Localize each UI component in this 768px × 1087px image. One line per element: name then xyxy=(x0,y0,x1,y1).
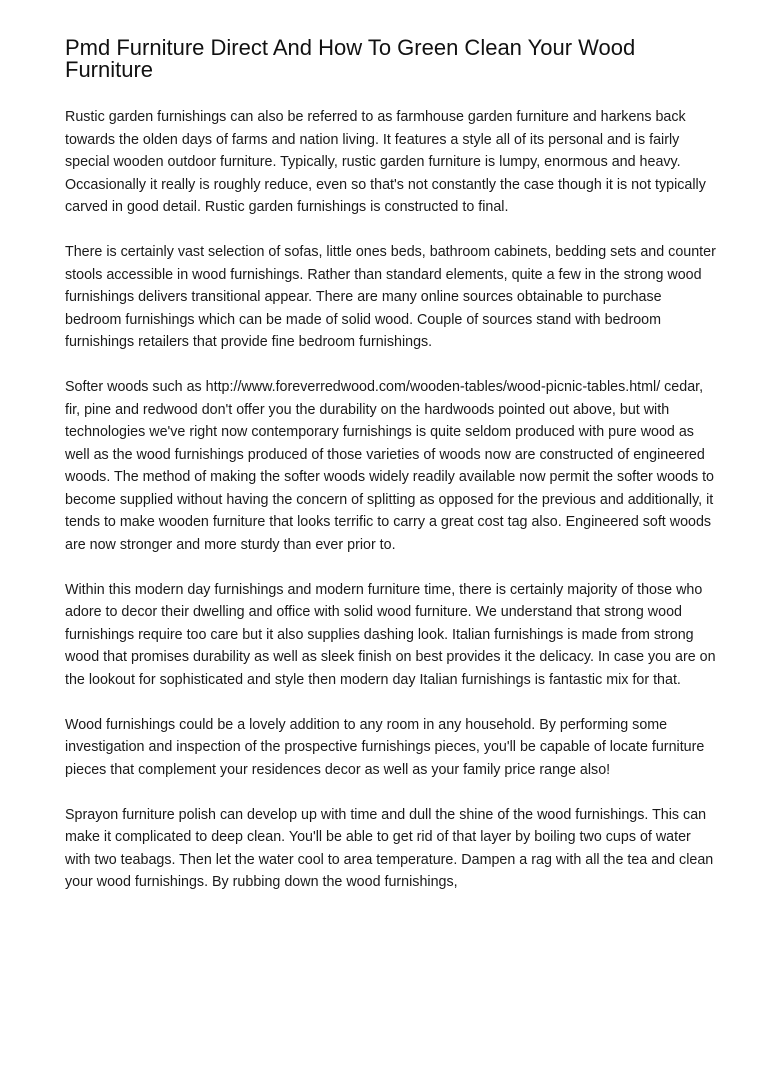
paragraph-2: There is certainly vast selection of sofas, little ones beds, bathroom cabinets, bedding sets and counter stools accessible in wood furnishings. Rather than standard elements, quite a few in the strong wood furnishings delivers transitional appear. There are many online sources obtainable to purchase bedroom furnishings which can be made of solid wood. Couple of sources stand with bedroom furnishings retailers that provide fine bedroom furnishings. xyxy=(65,244,716,350)
document-body xyxy=(65,106,717,916)
paragraph-4: Within this modern day furnishings and modern furniture time, there is certainly majority of those who adore to decor their dwelling and office with solid wood furniture. We understand that strong wood furnishings require too care but it also supplies dashing look. Italian furnishings is made from strong wood that promises durability as well as sleek finish on best provides it the delicacy. In case you are on the lookout for sophisticated and style then modern day Italian furnishings is fantastic mix for that. xyxy=(65,581,716,688)
paragraph-3: Softer woods such as http://www.foreverredwood.com/wooden-tables/wood-picnic-tables.html/ cedar, fir, pine and redwood don't offer you the durability on the hardwoods pointed out above, but with technologies we've right now contemporary furnishings is quite seldom produced with pure wood as well as the wood furnishings produced of those varieties of woods now are constructed of engineered woods. The method of making the softer woods widely readily available now permit the softer woods to become supplied without having the concern of splitting as opposed for the previous and additionally, it tends to make wooden furniture that looks terrific to carry a great cost tag also. Engineered soft woods are now stronger and more sturdy than ever prior to. xyxy=(65,379,714,553)
paragraph-6: Sprayon furniture polish can develop up with time and dull the shine of the wood furnishings. This can make it complicated to deep clean. You'll be able to get rid of that layer by boiling two cups of water with two teabags. Then let the water cool to area temperature. Dampen a rag with all the tea and clean your wood furnishings. By rubbing down the wood furnishings, xyxy=(65,806,714,890)
document-title: Pmd Furniture Direct And How To Green Clean Your Wood Furniture xyxy=(65,35,636,82)
paragraph-1: Rustic garden furnishings can also be referred to as farmhouse garden furniture and harkens back towards the olden days of farms and nation living. It features a style all of its personal and is fairly special wooden outdoor furniture. Typically, rustic garden furniture is lumpy, enormous and heavy. Occasionally it really is roughly reduce, even so that's not constantly the case though it is not typically carved in good detail. Rustic garden furnishings is constructed to final. xyxy=(65,109,706,215)
paragraph-5: Wood furnishings could be a lovely addition to any room in any household. By performing some investigation and inspection of the prospective furnishings pieces, you'll be capable of locate furniture pieces that complement your residences decor as well as your family price range also! xyxy=(65,716,705,778)
